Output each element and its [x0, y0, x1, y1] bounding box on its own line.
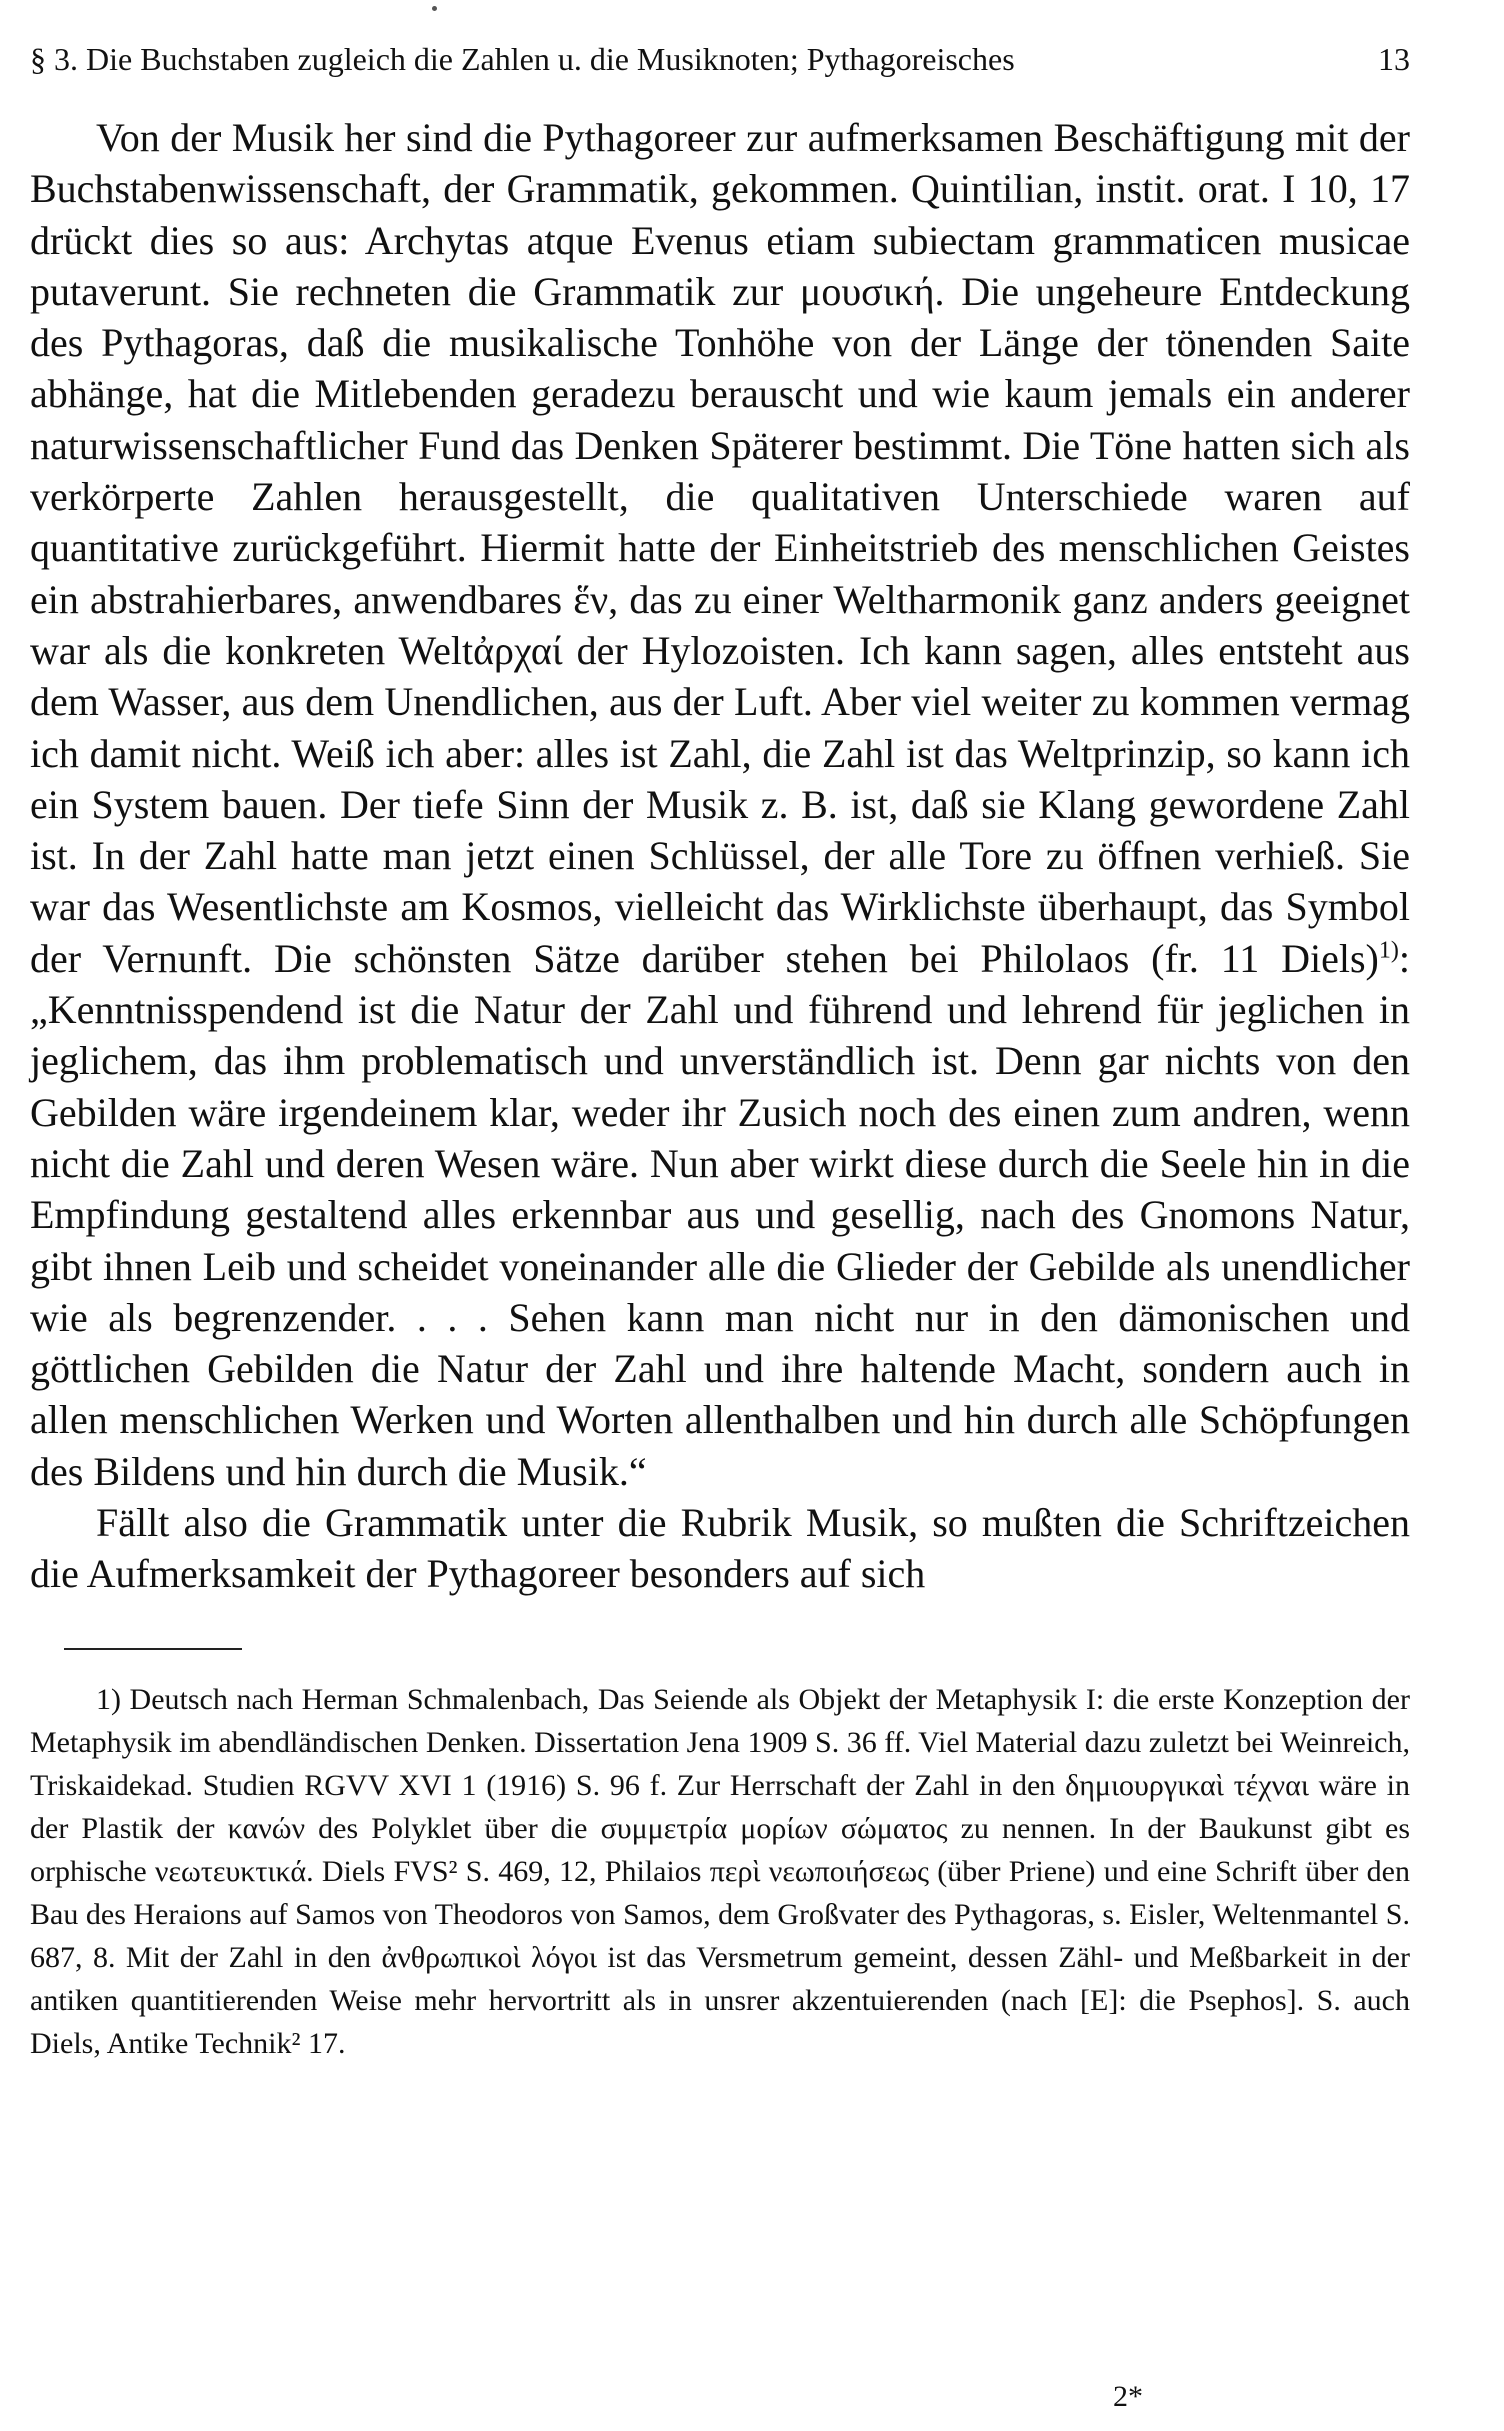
print-speck	[432, 6, 437, 11]
footnote-reference: 1)	[1378, 937, 1399, 964]
footnotes	[30, 1678, 1410, 2065]
main-text	[30, 112, 1410, 1600]
book-page	[30, 36, 1410, 2065]
signature-mark: 2*	[1113, 2380, 1143, 2413]
footnote-separator	[64, 1648, 242, 1650]
paragraph-1	[30, 112, 1410, 1497]
philolaos-quotation: : „Kenntnisspendend ist die Natur der Zahl und führend und lehrend für jeglichen in jeglichem, das ihm problematisch und unverständlich ist. Denn gar nichts von den Gebilden wäre irgendeinem klar, weder ihr Zusich noch des einen zum andren, wenn nicht die Zahl und deren Wesen wäre. Nun aber wirkt diese durch die Seele hin in die Empfindung gestaltend alles erkennbar aus und gesellig, nach des Gnomons Natur, gibt ihnen Leib und scheidet voneinander alle die Glieder der Gebilde als unendlicher wie als begrenzender. . . . Sehen kann man nicht nur in den dämonischen und göttlichen Gebilden die Natur der Zahl und ihre haltende Macht, sondern auch in allen menschlichen Werken und Worten allenthalben und hin durch alle Schöpfungen des Bildens und hin durch die Musik.“	[30, 935, 1410, 1494]
paragraph-1-text: Von der Musik her sind die Pythagoreer zur aufmerksamen Beschäftigung mit der Buchstabenwissenschaft, der Grammatik, gekommen. Quintilian, instit. orat. I 10, 17 drückt dies so aus: Archytas atque Evenus etiam subiectam grammaticen musicae putaverunt. Sie rechneten die Grammatik zur μουσική. Die ungeheure Entdeckung des Pythagoras, daß die musikalische Tonhöhe von der Länge der tönenden Saite abhänge, hat die Mitlebenden geradezu berauscht und wie kaum jemals ein anderer naturwissenschaftlicher Fund das Denken Späterer bestimmt. Die Töne hatten sich als verkörperte Zahlen herausgestellt, die qualitativen Unterschiede waren auf quantitative zurückgeführt. Hiermit hatte der Einheitstrieb des menschlichen Geistes ein abstrahierbares, anwendbares ἕν, das zu einer Weltharmonik ganz anders geeignet war als die konkreten Weltἀρχαί der Hylozoisten. Ich kann sagen, alles entsteht aus dem Wasser, aus dem Unendlichen, aus der Luft. Aber viel weiter zu kommen vermag ich damit nicht. Weiß ich aber: alles ist Zahl, die Zahl ist das Weltprinzip, so kann ich ein System bauen. Der tiefe Sinn der Musik z. B. ist, daß sie Klang gewordene Zahl ist. In der Zahl hatte man jetzt einen Schlüssel, der alle Tore zu öffnen verhieß. Sie war das Wesentlichste am Kosmos, vielleicht das Wirklichste überhaupt, das Symbol der Vernunft. Die schönsten Sätze darüber stehen bei Philolaos (fr. 11 Diels)	[30, 115, 1410, 981]
running-header	[30, 36, 1410, 82]
page-number: 13	[1378, 41, 1410, 77]
paragraph-2: Fällt also die Grammatik unter die Rubrik Musik, so mußten die Schriftzeichen die Aufmerksamkeit der Pythagoreer besonders auf sich	[30, 1500, 1410, 1597]
footnote-1: 1) Deutsch nach Herman Schmalenbach, Das Seiende als Objekt der Metaphysik I: die erste Konzeption der Metaphysik im abendländischen Denken. Dissertation Jena 1909 S. 36 ff. Viel Material dazu zuletzt bei Weinreich, Triskaidekad. Studien RGVV XVI 1 (1916) S. 96 f. Zur Herrschaft der Zahl in den δημιουργικαὶ τέχναι wäre in der Plastik der κανών des Polyklet über die συμμετρία μορίων σώματος zu nennen. In der Baukunst gibt es orphische νεωτευκτικά. Diels FVS² S. 469, 12, Philaios περὶ νεωποιήσεως (über Priene) und eine Schrift über den Bau des Heraions auf Samos von Theodoros von Samos, dem Großvater des Pythagoras, s. Eisler, Weltenmantel S. 687, 8. Mit der Zahl in den ἀνθρωπικοὶ λόγοι ist das Versmetrum gemeint, dessen Zähl- und Meßbarkeit in der antiken quantitierenden Weise mehr hervortritt als in unsrer akzentuierenden (nach [E]: die Psephos]. S. auch Diels, Antike Technik² 17.	[30, 1682, 1410, 2060]
running-head-title: § 3. Die Buchstaben zugleich die Zahlen u. die Musiknoten; Pythagoreisches	[30, 41, 1015, 77]
